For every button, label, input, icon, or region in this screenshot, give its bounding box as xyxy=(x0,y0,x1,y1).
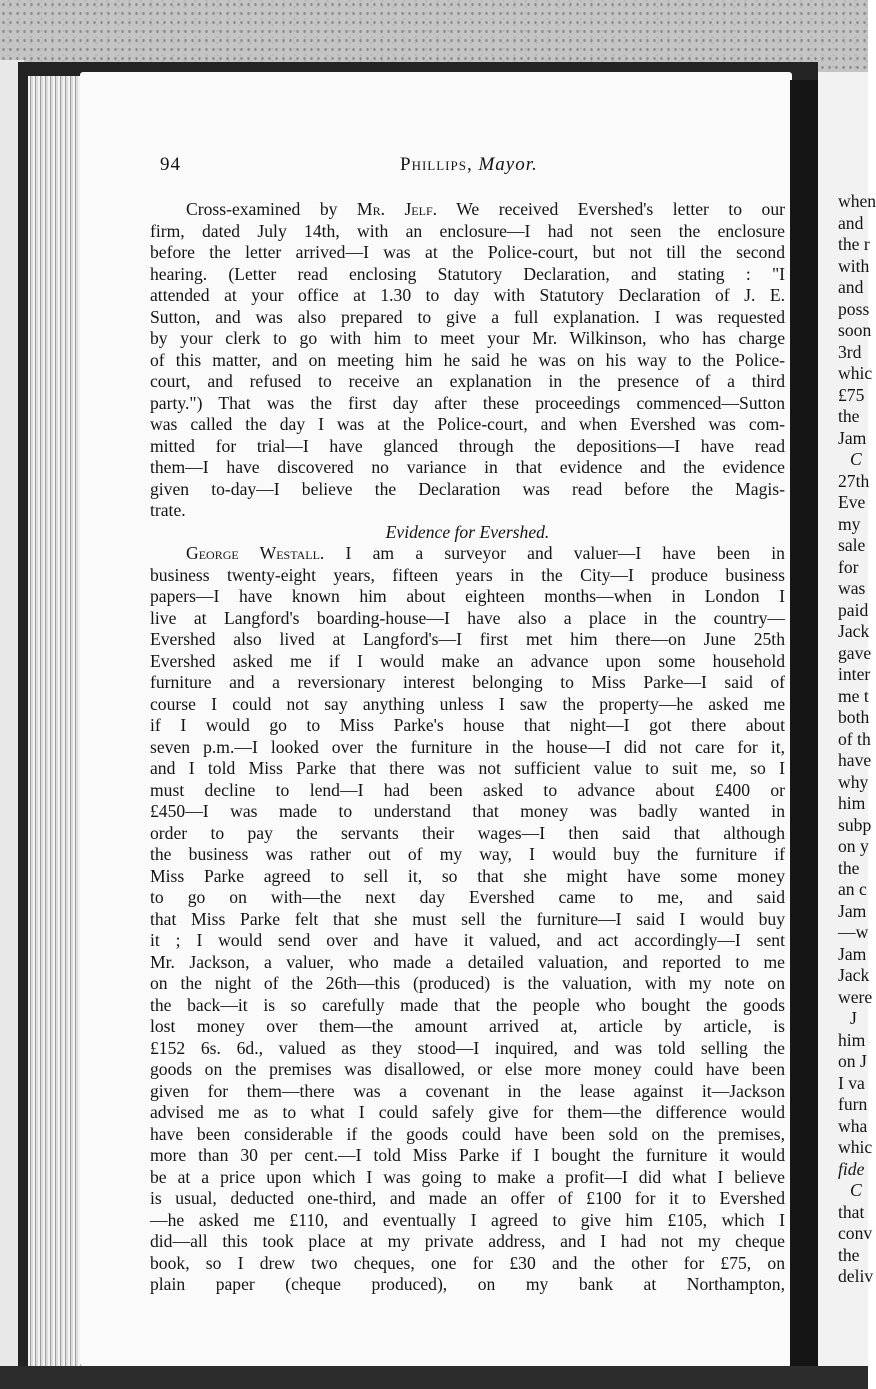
facing-text-line: C xyxy=(850,1180,862,1200)
text-segment: the back—it is so carefully made that the people who bought the goods xyxy=(150,994,785,1015)
text-segment: produced xyxy=(418,973,485,993)
facing-text-line: an c xyxy=(838,879,867,899)
text-segment: trate. xyxy=(150,500,186,520)
text-line xyxy=(150,1167,785,1189)
facing-text-line: when xyxy=(838,191,876,211)
text-line xyxy=(150,242,785,264)
text-line xyxy=(150,930,785,952)
text-segment: papers—I have known him about eighteen months—when in London I xyxy=(150,586,785,606)
page-number: 94 xyxy=(160,154,181,175)
text-segment: have been considerable if the goods could have been sold on the premises, xyxy=(150,1123,785,1144)
facing-text-line: wha xyxy=(838,1115,868,1136)
facing-text-line: poss xyxy=(838,298,870,319)
text-line xyxy=(150,371,785,393)
text-segment: attended at your office at 1.30 to day with Statutory Declaration of J. E. xyxy=(150,285,785,305)
facing-text-line: Jam xyxy=(838,943,867,964)
text-segment: of this matter, and on meeting him he said he was on his way to the Police- xyxy=(150,349,785,370)
running-head-name: Phillips, xyxy=(400,154,473,175)
facing-text-line: on y xyxy=(838,836,869,856)
text-segment: hearing. ( xyxy=(150,263,235,284)
text-line xyxy=(150,672,785,694)
text-segment: more than 30 per cent.—I told Miss Parke if I bought the furniture it would xyxy=(150,1145,785,1165)
text-line xyxy=(150,436,785,458)
text-segment: party.") That was the first day after these proceedings commenced—Sutton xyxy=(150,392,785,413)
text-line xyxy=(150,565,785,587)
text-segment: given for them—there was a covenant in the lease against it—Jackson xyxy=(150,1080,785,1101)
text-segment: them—I have discovered no variance in that evidence and the evidence xyxy=(150,457,785,477)
facing-text-line: Jam xyxy=(838,900,867,921)
text-segment: Sutton, and was also prepared to give a full explanation. I was requested xyxy=(150,306,785,327)
text-line xyxy=(150,1274,785,1296)
text-line xyxy=(150,1145,785,1167)
text-segment: and I told Miss Parke that there was not sufficient value to suit me, so I xyxy=(150,758,785,778)
book-gutter xyxy=(790,80,820,1380)
text-line xyxy=(150,264,785,286)
facing-text-line: C xyxy=(850,449,862,469)
text-line xyxy=(150,801,785,823)
facing-text-line: conv xyxy=(838,1223,873,1243)
text-line xyxy=(150,887,785,909)
text-segment: must decline to lend—I had been asked to advance about £400 or xyxy=(150,779,785,800)
text-line xyxy=(150,1231,785,1253)
text-line xyxy=(150,651,785,673)
facing-text-line: 3rd xyxy=(838,341,862,362)
text-segment: firm, dated July 14th, with an enclosure—I had not seen the enclosure xyxy=(150,220,785,241)
facing-text-line: the xyxy=(838,406,860,426)
text-line xyxy=(150,780,785,802)
text-segment: be at a price upon which I was going to make a profit—I did what I believe xyxy=(150,1166,785,1187)
facing-text-line: Jack xyxy=(838,621,870,641)
text-segment: by your clerk to go with him to meet your Mr. Wilkinson, who has charge xyxy=(150,328,785,348)
text-segment: court, and refused to receive an explanation in the presence of a third xyxy=(150,371,785,391)
facing-text-line: gave xyxy=(838,642,872,663)
text-line xyxy=(150,393,785,415)
facing-text-line: Jam xyxy=(838,427,867,448)
text-segment: if I would go to Miss Parke's house that night—I got there about xyxy=(150,715,785,735)
facing-text-line: whic xyxy=(838,1137,873,1157)
text-line xyxy=(150,866,785,888)
text-line xyxy=(150,758,785,780)
text-segment: I am a surveyor and valuer—I have been in xyxy=(324,543,785,563)
text-line xyxy=(150,479,785,501)
text-segment: £152 6s. 6d., valued as they stood—I inquired, and was told selling the xyxy=(150,1037,785,1058)
facing-text-line: the r xyxy=(838,234,870,254)
text-segment: George Westall. xyxy=(186,543,325,563)
text-segment: Letter read enclosing Statutory Declaration, and stating xyxy=(234,263,725,284)
text-segment: that Miss Parke felt that she must sell the furniture—I said I would buy xyxy=(150,908,785,929)
facing-text-line: furn xyxy=(838,1094,868,1114)
facing-text-line: whic xyxy=(838,363,873,383)
body-text xyxy=(150,199,785,1296)
text-segment: Evershed asked me if I would make an advance upon some household xyxy=(150,650,785,671)
facing-text-line: why xyxy=(838,771,869,792)
text-segment: cheque produced xyxy=(291,1274,437,1294)
facing-text-line: soon xyxy=(838,320,872,340)
running-head-title: Mayor. xyxy=(478,154,538,175)
text-line xyxy=(150,586,785,608)
facing-text-line: I va xyxy=(838,1072,865,1093)
facing-text-line: for xyxy=(838,556,859,577)
facing-text-line: with xyxy=(838,255,870,276)
text-segment: ), on my bank at Northampton, xyxy=(436,1274,785,1294)
text-segment: to go on with—the next day Evershed came to me, and said xyxy=(150,887,785,907)
text-segment: was called the day I was at the Police-court, and when Evershed was com- xyxy=(150,414,785,434)
text-segment: is usual, deducted one-third, and made an offer of £100 for it to Evershed xyxy=(150,1188,785,1208)
text-line xyxy=(150,1059,785,1081)
text-segment: course I could not say anything unless I saw the property—he asked me xyxy=(150,693,785,714)
text-segment: it ; I would send over and have it valued, and act accordingly—I sent xyxy=(150,930,785,950)
facing-text-line: sale xyxy=(838,535,866,555)
facing-text-line: the xyxy=(838,1244,860,1265)
running-head xyxy=(400,154,538,176)
text-line xyxy=(150,500,785,522)
text-segment: given to-day—I believe the Declaration was read before the Magis- xyxy=(150,478,785,499)
text-segment: £450—I was made to understand that money was badly wanted in xyxy=(150,801,785,821)
facing-text-line: Eve xyxy=(838,492,866,512)
text-line xyxy=(150,199,785,221)
text-line xyxy=(150,543,785,565)
text-segment: mitted for trial—I have glanced through the depositions—I have read xyxy=(150,435,785,456)
text-line xyxy=(150,328,785,350)
facing-text-line: have xyxy=(838,750,872,770)
text-segment: lost money over them—the amount arrived at, article by article, is xyxy=(150,1016,785,1036)
text-line xyxy=(150,307,785,329)
text-segment: furniture and a reversionary interest belonging to Miss Parke—I said of xyxy=(150,672,785,692)
text-segment: Evershed also lived at Langford's—I first met him there—on June 25th xyxy=(150,629,785,649)
text-segment: the business was rather out of my way, I would buy the furniture if xyxy=(150,844,785,864)
text-line xyxy=(150,823,785,845)
text-line xyxy=(150,221,785,243)
text-segment xyxy=(337,199,357,219)
text-segment: before the letter arrived—I was at the Police-court, but not till the second xyxy=(150,242,785,262)
facing-text-line: subp xyxy=(838,814,872,835)
text-segment: advised me as to what I could safely give for them—the difference would xyxy=(150,1102,785,1122)
text-line xyxy=(150,1038,785,1060)
facing-text-line: Jack xyxy=(838,965,870,985)
facing-text-line: inter xyxy=(838,664,871,684)
facing-text-line: 27th xyxy=(838,470,870,491)
facing-text-line: the xyxy=(838,857,860,878)
text-line xyxy=(150,694,785,716)
text-segment: order to pay the servants their wages—I then said that although xyxy=(150,822,785,843)
text-segment: Mr. Jelf. xyxy=(356,199,438,219)
facing-text-line: fide xyxy=(838,1158,865,1179)
text-line xyxy=(150,1016,785,1038)
facing-text-line: that xyxy=(838,1201,865,1222)
text-line xyxy=(150,608,785,630)
text-line xyxy=(150,457,785,479)
text-segment: ) is the valuation, with my note on xyxy=(484,973,786,993)
text-line xyxy=(150,414,785,436)
facing-text-line: me t xyxy=(838,685,869,706)
text-segment: Cross-examined by xyxy=(186,199,338,219)
facing-text-line: and xyxy=(838,212,864,233)
text-segment: seven p.m.—I looked over the furniture in the house—I did not care for it, xyxy=(150,736,785,757)
text-line xyxy=(150,909,785,931)
facing-text-line: both xyxy=(838,707,870,727)
text-segment: plain paper ( xyxy=(150,1274,292,1294)
text-segment: We received Evershed's letter to our xyxy=(437,199,785,219)
text-segment: did—all this took place at my private address, and I had not my cheque xyxy=(150,1231,785,1251)
text-segment: —he asked me £110, and eventually I agreed to give him £105, which I xyxy=(150,1209,785,1230)
text-line xyxy=(150,737,785,759)
facing-text-line: —w xyxy=(838,922,869,942)
facing-text-line: him xyxy=(838,1029,866,1050)
text-segment: Mr. Jackson, a valuer, who made a detailed valuation, and reported to me xyxy=(150,951,785,972)
text-line xyxy=(150,1102,785,1124)
text-line xyxy=(150,715,785,737)
scan-bottom-margin xyxy=(0,1366,868,1389)
text-line xyxy=(150,629,785,651)
text-segment: on the night of the 26th—this ( xyxy=(150,973,419,993)
text-segment: : "I xyxy=(724,263,785,284)
facing-page-fragment xyxy=(818,72,876,1372)
facing-text-line: J xyxy=(850,1008,857,1028)
facing-text-line: £75 xyxy=(838,384,865,405)
facing-text-line: were xyxy=(838,986,873,1007)
text-line xyxy=(150,995,785,1017)
facing-text-line: was xyxy=(838,578,866,598)
text-line xyxy=(150,350,785,372)
text-segment: goods on the premises was disallowed, or else more money could have been xyxy=(150,1059,785,1079)
facing-page-text xyxy=(838,191,876,1288)
facing-text-line: of th xyxy=(838,728,871,749)
text-segment: book, so I drew two cheques, one for £30 and the other for £75, on xyxy=(150,1252,785,1273)
text-line xyxy=(150,1188,785,1210)
text-line xyxy=(150,952,785,974)
facing-text-line: on J xyxy=(838,1051,867,1071)
text-line xyxy=(150,285,785,307)
text-line xyxy=(150,973,785,995)
facing-text-line: my xyxy=(838,513,861,534)
facing-text-line: him xyxy=(838,793,866,813)
facing-text-line: and xyxy=(838,277,864,297)
facing-text-line: paid xyxy=(838,599,869,620)
text-segment: business twenty-eight years, fifteen years in the City—I produce business xyxy=(150,564,785,585)
text-line xyxy=(150,1124,785,1146)
text-segment: Miss Parke agreed to sell it, so that she might have some money xyxy=(150,865,785,886)
text-line xyxy=(150,1081,785,1103)
text-line xyxy=(150,844,785,866)
facing-text-line: deliv xyxy=(838,1266,874,1286)
text-line xyxy=(150,1210,785,1232)
text-segment: Evidence for Evershed. xyxy=(385,521,550,542)
text-segment: live at Langford's boarding-house—I have also a place in the country— xyxy=(150,607,785,628)
text-line xyxy=(150,522,785,544)
text-line xyxy=(150,1253,785,1275)
